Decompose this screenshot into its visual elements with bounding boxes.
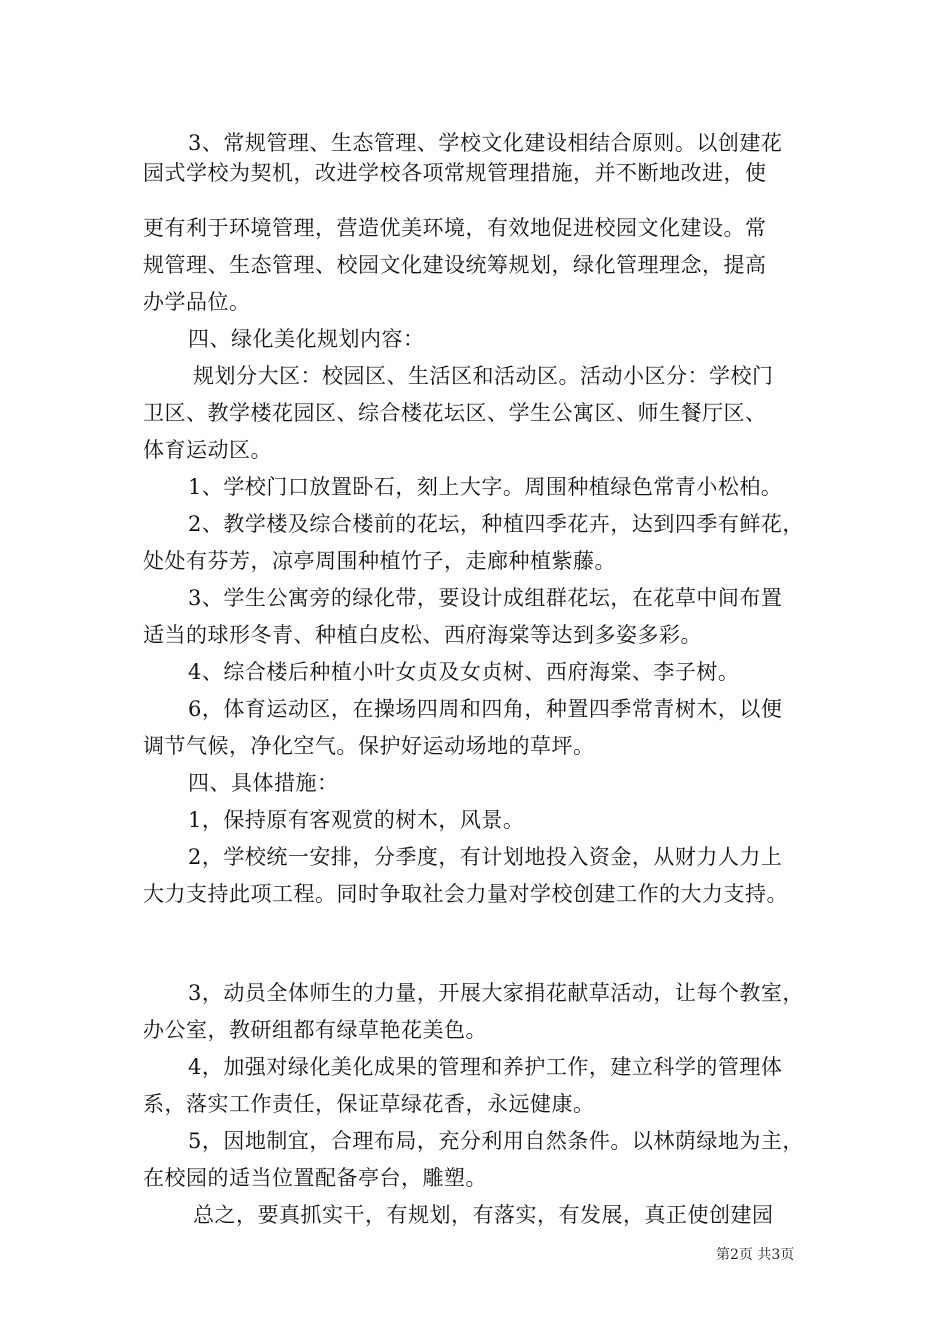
paragraph-line: 办学品位。 [143, 290, 251, 314]
section-heading: 四、绿化美化规划内容： [188, 327, 425, 351]
paragraph-line: 体育运动区。 [143, 438, 272, 462]
paragraph-line: 4、综合楼后种植小叶女贞及女贞树、西府海棠、李子树。 [188, 660, 740, 684]
paragraph-line: 在校园的适当位置配备亭台，雕塑。 [143, 1166, 487, 1190]
footer-prefix: 第 [716, 1247, 730, 1263]
paragraph-line: 调节气候，净化空气。保护好运动场地的草坪。 [143, 734, 595, 758]
paragraph-line: 5，因地制宜，合理布局，充分利用自然条件。以林荫绿地为主， [188, 1129, 804, 1153]
paragraph-line: 更有利于环境管理，营造优美环境，有效地促进校园文化建设。常 [143, 216, 767, 240]
paragraph-line: 3、学生公寓旁的绿化带，要设计成组群花坛，在花草中间布置 [188, 586, 783, 610]
paragraph-line: 园式学校为契机，改进学校各项常规管理措施，并不断地改进，使 [143, 161, 767, 185]
paragraph-line: 大力支持此项工程。同时争取社会力量对学校创建工作的大力支持。 [143, 882, 788, 906]
paragraph-line: 1，保持原有客观赏的树木，风景。 [188, 808, 525, 832]
section-heading: 四、具体措施： [188, 771, 339, 795]
paragraph-line: 系，落实工作责任，保证草绿花香，永远健康。 [143, 1092, 595, 1116]
paragraph-line: 3、常规管理、生态管理、学校文化建设相结合原则。以创建花 [188, 131, 783, 155]
paragraph-line: 处处有芬芳，凉亭周围种植竹子，走廊种植紫藤。 [143, 549, 616, 573]
footer-suffix: 页 [780, 1247, 795, 1263]
paragraph-line: 规划分大区：校园区、生活区和活动区。活动小区分：学校门 [193, 364, 774, 388]
paragraph-line: 办公室，教研组都有绿草艳花美色。 [143, 1018, 487, 1042]
footer-middle: 页 共 [738, 1247, 772, 1263]
paragraph-line: 4，加强对绿化美化成果的管理和养护工作，建立科学的管理体 [188, 1055, 783, 1079]
page-footer [716, 1246, 794, 1264]
paragraph-line: 1、学校门口放置卧石，刻上大字。周围种植绿色常青小松柏。 [188, 475, 783, 499]
paragraph-line: 总之，要真抓实干，有规划，有落实，有发展，真正使创建园 [193, 1203, 774, 1227]
paragraph-line: 2，学校统一安排，分季度，有计划地投入资金，从财力人力上 [188, 845, 783, 869]
total-pages-number: 3 [771, 1247, 781, 1263]
paragraph-line: 规管理、生态管理、校园文化建设统筹规划，绿化管理理念，提高 [143, 253, 767, 277]
paragraph-line: 6，体育运动区，在操场四周和四角，种置四季常青树木，以便 [188, 697, 783, 721]
paragraph-line: 3，动员全体师生的力量，开展大家捐花献草活动，让每个教室， [188, 981, 804, 1005]
current-page-number: 2 [730, 1247, 739, 1263]
paragraph-line: 2、教学楼及综合楼前的花坛，种植四季花卉，达到四季有鲜花， [188, 512, 804, 536]
paragraph-line: 适当的球形冬青、种植白皮松、西府海棠等达到多姿多彩。 [143, 623, 702, 647]
paragraph-line: 卫区、教学楼花园区、综合楼花坛区、学生公寓区、师生餐厅区、 [143, 401, 767, 425]
